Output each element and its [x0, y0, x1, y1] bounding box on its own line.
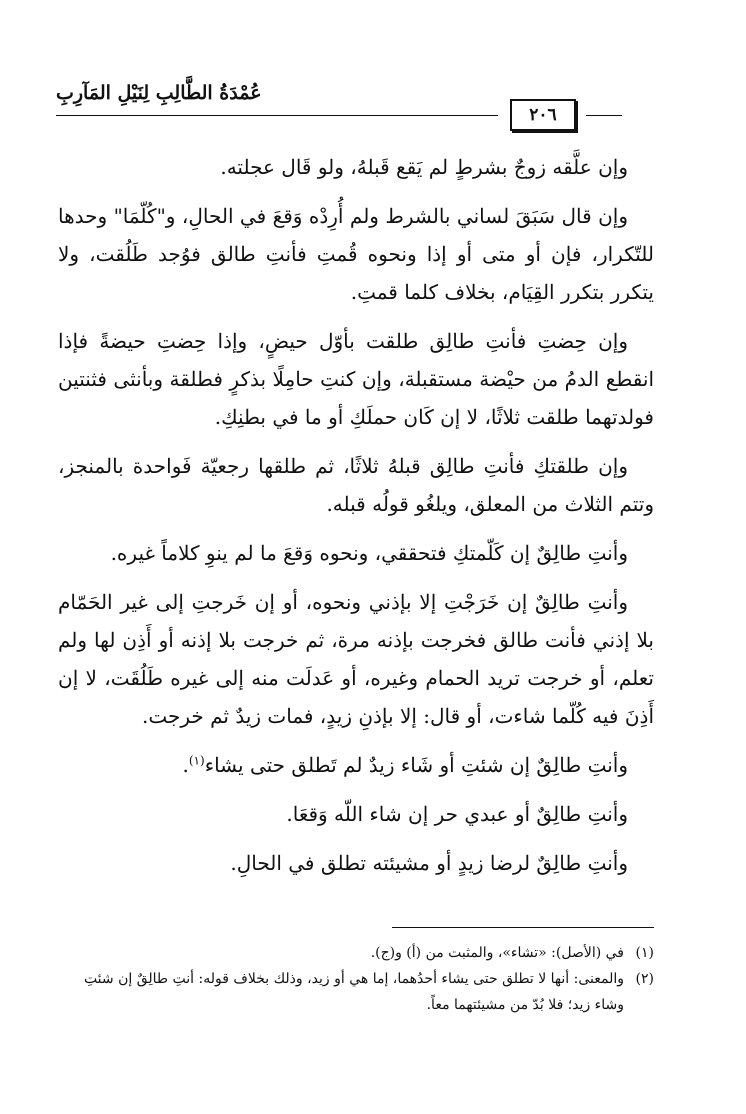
- paragraph-6: وأنتِ طالِقٌ إن خَرَجْتِ إلا بإذني ونحوه، أو إن خَرجتِ إلى غير الحَمّام بلا إذني فأنت طالق فخرجت بإذنه مرة، ثم خرجت بلا إذنه أو أَذِن لها ولم تعلم، أو خرجت تريد الحمام وغيره، أو عَدلَت منه إلى غيره طَلُقَت، لا إن أَذِنَ فيه كُلّما شاءت، أو قال: إلا بإذنِ زيدٍ، فمات زيدٌ ثم خرجت.: [58, 590, 654, 728]
- page-number-dash: [586, 115, 622, 116]
- paragraph-8: وأنتِ طالِقٌ أو عبدي حر إن شاء اللّه وَقعَا.: [286, 802, 628, 826]
- header-rule: [56, 115, 498, 116]
- book-title: عُمْدَةُ الطَّالِبِ لِنَيْلِ المَآرِبِ: [56, 82, 262, 104]
- page-header: [56, 82, 654, 132]
- paragraph-5: وأنتِ طالِقٌ إن كَلّمتكِ فتحققي، ونحوه وَقعَ ما لم ينوِ كلاماً غيره.: [110, 541, 628, 565]
- paragraph-2: وإن قال سَبَقَ لساني بالشرط ولم أُرِدْه وَقعَ في الحالِ، و"كُلّمَا" وحدها للتّكرار، فإن أو متى أو إذا ونحوه قُمتِ فأنتِ طالق فوُجد طَلُقت، ولا يتكرر بتكرر القِيَام، بخلاف كلما قمتِ.: [58, 204, 654, 304]
- paragraph-7: [58, 746, 654, 784]
- main-text: [58, 148, 654, 893]
- footnote-text: والمعنى: أنها لا تطلق حتى يشاء أحدُهما، إما هي أو زيد، وذلك بخلاف قوله: أنتِ طالِقٌ إن شئتِ وشاء زيد؛ فلا بُدّ من مشيئتهما معاً.: [83, 971, 624, 1013]
- paragraph-3: وإن حِضتِ فأنتِ طالِق طلقت بأوّل حيضٍ، وإذا حِضتِ حيضةً فإذا انقطع الدمُ من حيْضة مستقبلة، وإن كنتِ حامِلًا بذكرٍ فطلقة وبأنثى فثنتين فولدتهما طلقت ثلاثًا، لا إن كَان حملَكِ أو ما في بطنِكِ.: [58, 329, 654, 429]
- paragraph-7-text: وأنتِ طالِقٌ إن شئتِ أو شَاء زيدٌ لم تَطلق حتى يشاء: [204, 753, 628, 777]
- paragraph-7-end: .: [182, 753, 189, 777]
- paragraph-1: وإن علَّقه زوجٌ بشرطٍ لم يَقع قَبلهُ، ولو قَال عجلته.: [220, 155, 628, 179]
- footnote-rule: [392, 927, 654, 928]
- footnote-number: (٢): [635, 971, 654, 987]
- footnote-ref-1[interactable]: (١): [188, 753, 205, 768]
- footnote-number: (١): [635, 945, 654, 961]
- paragraph-9: وأنتِ طالِقٌ لرضا زيدٍ أو مشيئته تطلق في الحالِ.: [230, 851, 628, 875]
- footnote-text: في (الأصل): «تشاء»، والمثبت من (أ) و(ج).: [370, 945, 624, 961]
- footnote-2: [58, 966, 654, 1018]
- page-number: ٢٠٦: [510, 99, 576, 131]
- footnote-1: [58, 940, 654, 966]
- paragraph-4: وإن طلقتكِ فأنتِ طالِق قبلهُ ثلاثًا، ثم طلقها رجعيّة فَواحدة بالمنجز، وتتم الثلاث من المعلق، ويلغُو قولُه قبله.: [58, 454, 654, 516]
- footnotes: [58, 940, 654, 1018]
